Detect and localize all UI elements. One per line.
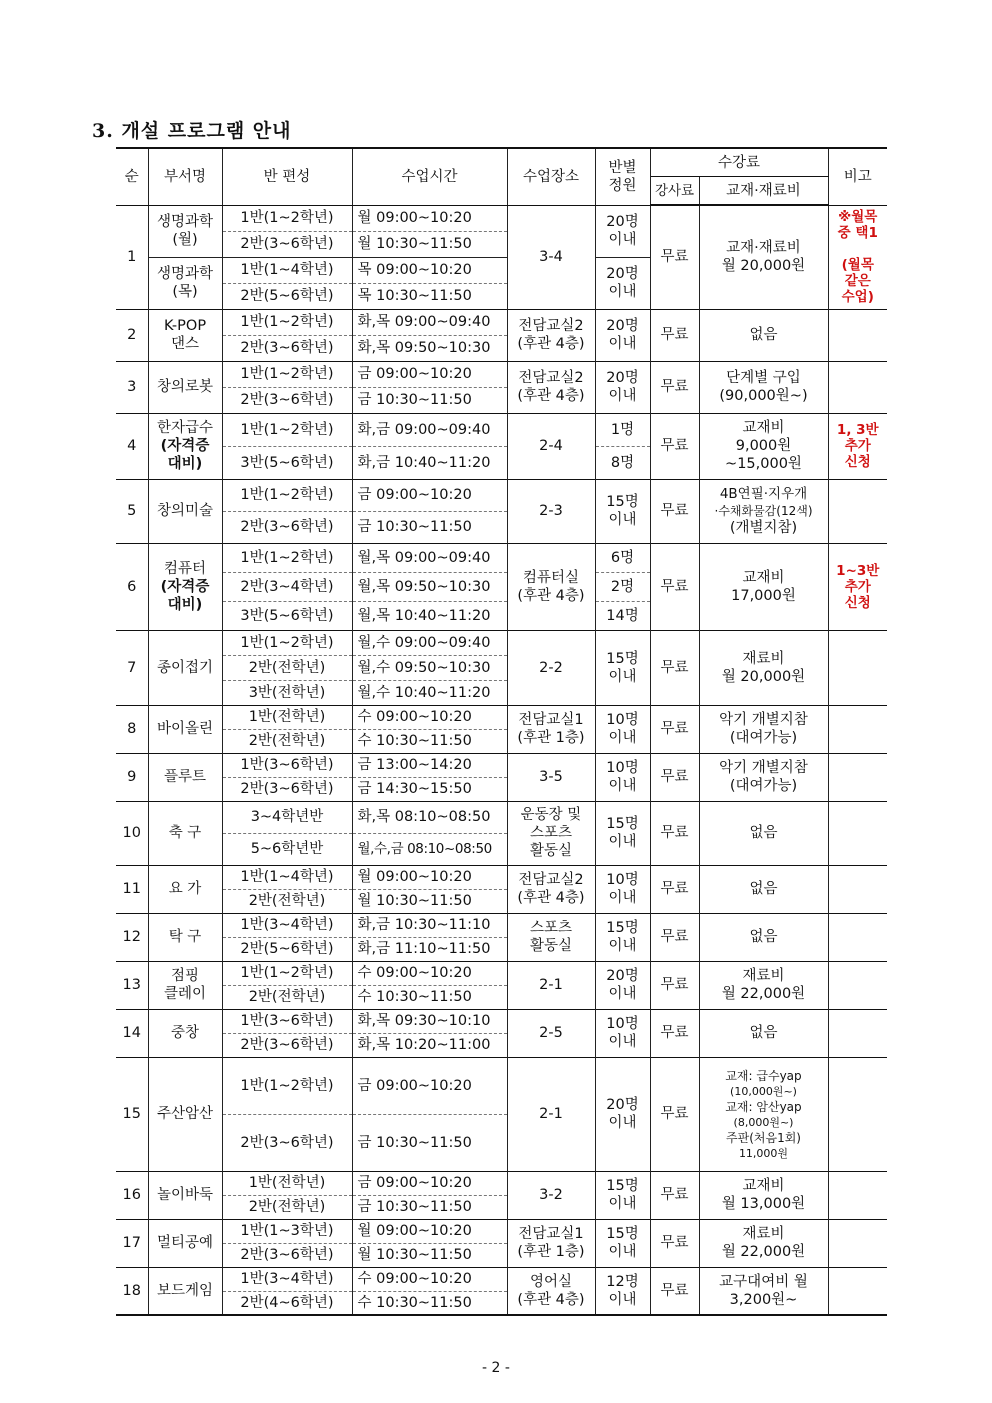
capacity: 6명 [595, 543, 650, 572]
class-name: 1반(3~4학년) [222, 1267, 352, 1291]
class-time: 금 09:00~10:20 [352, 1171, 507, 1195]
header-place: 수업장소 [507, 148, 595, 205]
note [828, 913, 887, 961]
material-line: 4B연필·지우개 [719, 486, 808, 502]
class-time: 화,목 08:10~08:50 [352, 801, 507, 833]
class-time: 수 09:00~10:20 [352, 961, 507, 985]
capacity: 15명 이내 [595, 630, 650, 705]
note [828, 1009, 887, 1057]
capacity: 10명 이내 [595, 705, 650, 753]
class-time: 화,목 09:30~10:10 [352, 1009, 507, 1033]
material-line: (10,000원~) [730, 1084, 797, 1098]
class-place: 3-5 [507, 753, 595, 801]
material-line: 교재: 암산yap [725, 1099, 802, 1114]
dept-name: 점핑 클레이 [148, 961, 222, 1009]
class-name: 1반(1~2학년) [222, 205, 352, 231]
row-no: 10 [116, 801, 148, 865]
class-name: 1반(1~2학년) [222, 1057, 352, 1114]
dept-name-sub: (자격증 대비) [160, 578, 210, 613]
capacity: 15명 이내 [595, 801, 650, 865]
note [828, 865, 887, 913]
class-time: 수 09:00~10:20 [352, 1267, 507, 1291]
material-fee: 재료비 월 20,000원 [699, 630, 828, 705]
note [828, 1171, 887, 1219]
class-name: 1반(1~4학년) [222, 865, 352, 889]
header-dept: 부서명 [148, 148, 222, 205]
material-line: 11,000원 [738, 1146, 789, 1160]
lecture-fee: 무료 [650, 1171, 699, 1219]
class-place: 컴퓨터실 (후관 4층) [507, 543, 595, 630]
row-no: 9 [116, 753, 148, 801]
lecture-fee: 무료 [650, 630, 699, 705]
material-fee: 없음 [699, 801, 828, 865]
class-time: 월 09:00~10:20 [352, 1219, 507, 1243]
row-no: 3 [116, 361, 148, 413]
capacity: 20명 이내 [595, 361, 650, 413]
capacity: 20명 이내 [595, 309, 650, 361]
class-time: 목 10:30~11:50 [352, 283, 507, 309]
dept-name: 창의로봇 [148, 361, 222, 413]
material-line: 주판(처음1회) [726, 1130, 801, 1145]
class-time: 화,금 10:30~11:10 [352, 913, 507, 937]
class-place: 3-4 [507, 205, 595, 309]
capacity: 2명 [595, 572, 650, 601]
class-time: 월,수 09:00~09:40 [352, 630, 507, 655]
header-fee: 수강료 [650, 148, 828, 177]
class-name: 2반(4~6학년) [222, 1291, 352, 1315]
class-name: 1반(전학년) [222, 1171, 352, 1195]
class-name: 3반(5~6학년) [222, 446, 352, 479]
class-place: 2-1 [507, 1057, 595, 1171]
class-time: 월,수,금 08:10~08:50 [352, 833, 507, 865]
material-line: (8,000원~) [733, 1115, 794, 1129]
class-time: 금 09:00~10:20 [352, 1057, 507, 1114]
class-name: 1반(1~3학년) [222, 1219, 352, 1243]
lecture-fee: 무료 [650, 753, 699, 801]
lecture-fee: 무료 [650, 479, 699, 543]
lecture-fee: 무료 [650, 705, 699, 753]
class-time: 화,금 10:40~11:20 [352, 446, 507, 479]
material-fee [699, 1057, 828, 1171]
row-no: 11 [116, 865, 148, 913]
class-name: 2반(5~6학년) [222, 283, 352, 309]
class-time: 금 10:30~11:50 [352, 387, 507, 413]
class-name: 1반(1~2학년) [222, 413, 352, 446]
row-no: 1 [116, 205, 148, 309]
header-material-fee: 교재·재료비 [699, 177, 828, 206]
class-place: 전담교실2 (후관 4층) [507, 865, 595, 913]
row-no: 18 [116, 1267, 148, 1315]
class-name: 1반(1~2학년) [222, 630, 352, 655]
material-fee: 교재·재료비 월 20,000원 [699, 205, 828, 309]
capacity: 10명 이내 [595, 753, 650, 801]
class-time: 화,금 09:00~09:40 [352, 413, 507, 446]
row-no: 5 [116, 479, 148, 543]
class-time: 금 10:30~11:50 [352, 1114, 507, 1171]
row-no: 12 [116, 913, 148, 961]
class-name: 3~4학년반 [222, 801, 352, 833]
class-time: 월 10:30~11:50 [352, 231, 507, 257]
class-place: 전담교실2 (후관 4층) [507, 361, 595, 413]
note [828, 1219, 887, 1267]
header-lecture-fee: 강사료 [650, 177, 699, 206]
material-fee [699, 479, 828, 543]
capacity: 8명 [595, 446, 650, 479]
capacity: 20명 이내 [595, 205, 650, 257]
class-place: 2-4 [507, 413, 595, 479]
program-table [116, 147, 887, 1316]
class-name: 1반(1~2학년) [222, 479, 352, 511]
row-no: 7 [116, 630, 148, 705]
capacity: 15명 이내 [595, 913, 650, 961]
dept-name: 플루트 [148, 753, 222, 801]
dept-name-sub: (자격증 대비) [160, 438, 210, 472]
class-time: 수 10:30~11:50 [352, 1291, 507, 1315]
capacity: 20명 이내 [595, 1057, 650, 1171]
material-fee: 단계별 구입 (90,000원~) [699, 361, 828, 413]
row-no: 14 [116, 1009, 148, 1057]
material-fee: 없음 [699, 1009, 828, 1057]
capacity: 15명 이내 [595, 1171, 650, 1219]
dept-name: 종이접기 [148, 630, 222, 705]
class-name: 5~6학년반 [222, 833, 352, 865]
material-fee: 없음 [699, 913, 828, 961]
class-name: 2반(전학년) [222, 729, 352, 753]
class-name: 2반(3~4학년) [222, 572, 352, 601]
class-name: 1반(1~4학년) [222, 257, 352, 283]
class-time: 월 10:30~11:50 [352, 889, 507, 913]
material-fee: 재료비 월 22,000원 [699, 1219, 828, 1267]
dept-name: 탁 구 [148, 913, 222, 961]
class-place: 영어실 (후관 4층) [507, 1267, 595, 1315]
dept-name: K-POP 댄스 [148, 309, 222, 361]
lecture-fee: 무료 [650, 913, 699, 961]
header-no: 순 [116, 148, 148, 205]
class-name: 2반(3~6학년) [222, 387, 352, 413]
class-name: 1반(1~2학년) [222, 361, 352, 387]
capacity: 10명 이내 [595, 865, 650, 913]
section-title: 3. 개설 프로그램 안내 [92, 120, 292, 142]
dept-name-main: 한자급수 [156, 420, 214, 436]
class-name: 3반(5~6학년) [222, 601, 352, 630]
class-place: 2-1 [507, 961, 595, 1009]
class-time: 월,수 09:50~10:30 [352, 655, 507, 680]
row-no: 17 [116, 1219, 148, 1267]
note [828, 1057, 887, 1171]
class-time: 월 09:00~10:20 [352, 865, 507, 889]
class-name: 2반(3~6학년) [222, 231, 352, 257]
class-time: 화,목 09:00~09:40 [352, 309, 507, 335]
dept-name: 바이올린 [148, 705, 222, 753]
dept-name: 축 구 [148, 801, 222, 865]
note [828, 753, 887, 801]
class-time: 수 10:30~11:50 [352, 985, 507, 1009]
class-name: 1반(3~6학년) [222, 753, 352, 777]
dept-name: 놀이바둑 [148, 1171, 222, 1219]
capacity: 14명 [595, 601, 650, 630]
note: 1~3반 추가 신청 [828, 543, 887, 630]
capacity: 1명 [595, 413, 650, 446]
dept-name: 창의미술 [148, 479, 222, 543]
row-no: 2 [116, 309, 148, 361]
page-number: - 2 - [482, 1360, 510, 1376]
material-line: (개별지참) [729, 520, 798, 536]
material-line: ·수채화물감(12색) [714, 504, 813, 518]
class-time: 금 13:00~14:20 [352, 753, 507, 777]
material-line: 교재: 급수yap [725, 1068, 802, 1083]
class-name: 2반(3~6학년) [222, 511, 352, 543]
note [828, 1267, 887, 1315]
lecture-fee: 무료 [650, 865, 699, 913]
capacity: 20명 이내 [595, 961, 650, 1009]
row-no: 8 [116, 705, 148, 753]
note: 1, 3반 추가 신청 [828, 413, 887, 479]
class-name: 2반(3~6학년) [222, 1114, 352, 1171]
row-no: 4 [116, 413, 148, 479]
header-class: 반 편성 [222, 148, 352, 205]
lecture-fee: 무료 [650, 543, 699, 630]
dept-name: 요 가 [148, 865, 222, 913]
class-name: 2반(전학년) [222, 889, 352, 913]
class-name: 1반(3~6학년) [222, 1009, 352, 1033]
class-name: 2반(전학년) [222, 985, 352, 1009]
class-place: 2-3 [507, 479, 595, 543]
dept-name: 주산암산 [148, 1057, 222, 1171]
class-time: 수 09:00~10:20 [352, 705, 507, 729]
class-place: 운동장 및 스포츠 활동실 [507, 801, 595, 865]
material-fee: 없음 [699, 865, 828, 913]
lecture-fee: 무료 [650, 1219, 699, 1267]
note [828, 705, 887, 753]
class-time: 금 10:30~11:50 [352, 1195, 507, 1219]
note [828, 361, 887, 413]
dept-name-main: 컴퓨터 [163, 560, 207, 577]
row-no: 13 [116, 961, 148, 1009]
dept-name: 생명과학 (목) [148, 257, 222, 309]
capacity: 20명 이내 [595, 257, 650, 309]
material-fee: 악기 개별지참 (대여가능) [699, 753, 828, 801]
dept-name [148, 543, 222, 630]
class-time: 수 10:30~11:50 [352, 729, 507, 753]
class-name: 2반(3~6학년) [222, 777, 352, 801]
class-time: 목 09:00~10:20 [352, 257, 507, 283]
class-time: 월 09:00~10:20 [352, 205, 507, 231]
capacity: 10명 이내 [595, 1009, 650, 1057]
class-name: 2반(3~6학년) [222, 335, 352, 361]
class-time: 화,금 11:10~11:50 [352, 937, 507, 961]
class-name: 1반(1~2학년) [222, 543, 352, 572]
class-name: 1반(1~2학년) [222, 961, 352, 985]
class-time: 월,목 09:00~09:40 [352, 543, 507, 572]
lecture-fee: 무료 [650, 1057, 699, 1171]
class-time: 월,목 10:40~11:20 [352, 601, 507, 630]
material-fee: 악기 개별지참 (대여가능) [699, 705, 828, 753]
material-fee: 교구대여비 월 3,200원~ [699, 1267, 828, 1315]
dept-name: 보드게임 [148, 1267, 222, 1315]
note [828, 961, 887, 1009]
class-name: 2반(전학년) [222, 655, 352, 680]
class-place: 전담교실1 (후관 1층) [507, 1219, 595, 1267]
note [828, 309, 887, 361]
row-no: 16 [116, 1171, 148, 1219]
row-no: 6 [116, 543, 148, 630]
class-name: 1반(전학년) [222, 705, 352, 729]
class-time: 금 09:00~10:20 [352, 479, 507, 511]
class-name: 1반(1~2학년) [222, 309, 352, 335]
note: ※월목 중 택1 (월목 같은 수업) [828, 205, 887, 309]
class-place: 3-2 [507, 1171, 595, 1219]
class-name: 2반(전학년) [222, 1195, 352, 1219]
lecture-fee: 무료 [650, 1267, 699, 1315]
class-name: 2반(5~6학년) [222, 937, 352, 961]
material-fee: 교재비 9,000원 ~15,000원 [699, 413, 828, 479]
lecture-fee: 무료 [650, 413, 699, 479]
class-time: 금 14:30~15:50 [352, 777, 507, 801]
class-name: 2반(3~6학년) [222, 1033, 352, 1057]
capacity: 12명 이내 [595, 1267, 650, 1315]
dept-name: 멀티공예 [148, 1219, 222, 1267]
class-place: 2-2 [507, 630, 595, 705]
material-fee: 교재비 월 13,000원 [699, 1171, 828, 1219]
class-name: 2반(3~6학년) [222, 1243, 352, 1267]
lecture-fee: 무료 [650, 361, 699, 413]
class-time: 금 10:30~11:50 [352, 511, 507, 543]
material-fee: 없음 [699, 309, 828, 361]
class-time: 월 10:30~11:50 [352, 1243, 507, 1267]
class-place: 2-5 [507, 1009, 595, 1057]
dept-name: 중창 [148, 1009, 222, 1057]
row-no: 15 [116, 1057, 148, 1171]
capacity: 15명 이내 [595, 1219, 650, 1267]
class-name: 1반(3~4학년) [222, 913, 352, 937]
capacity: 15명 이내 [595, 479, 650, 543]
material-fee: 재료비 월 22,000원 [699, 961, 828, 1009]
note [828, 630, 887, 705]
lecture-fee: 무료 [650, 309, 699, 361]
lecture-fee: 무료 [650, 205, 699, 309]
class-time: 월,수 10:40~11:20 [352, 680, 507, 705]
header-note: 비고 [828, 148, 887, 205]
note [828, 479, 887, 543]
header-capacity: 반별 정원 [595, 148, 650, 205]
table-bottom-rule [116, 1315, 887, 1316]
class-time: 금 09:00~10:20 [352, 361, 507, 387]
dept-name [148, 413, 222, 479]
lecture-fee: 무료 [650, 801, 699, 865]
class-place: 전담교실1 (후관 1층) [507, 705, 595, 753]
class-time: 월,목 09:50~10:30 [352, 572, 507, 601]
header-time: 수업시간 [352, 148, 507, 205]
lecture-fee: 무료 [650, 1009, 699, 1057]
class-place: 전담교실2 (후관 4층) [507, 309, 595, 361]
class-place: 스포츠 활동실 [507, 913, 595, 961]
note [828, 801, 887, 865]
material-fee: 교재비 17,000원 [699, 543, 828, 630]
class-time: 화,목 09:50~10:30 [352, 335, 507, 361]
dept-name: 생명과학 (월) [148, 205, 222, 257]
class-time: 화,목 10:20~11:00 [352, 1033, 507, 1057]
class-name: 3반(전학년) [222, 680, 352, 705]
lecture-fee: 무료 [650, 961, 699, 1009]
